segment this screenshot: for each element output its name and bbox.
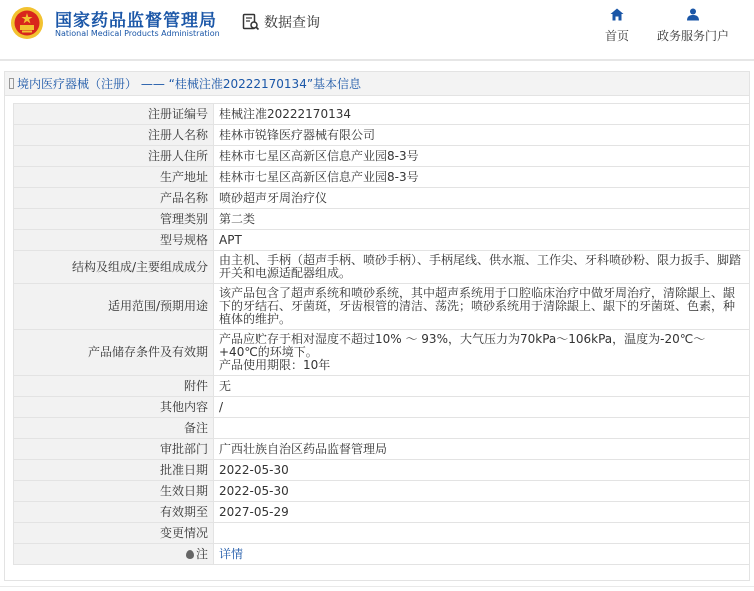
note-value-cell [214,544,750,565]
table-row [14,481,750,502]
field-value: 桂械注准20222170134 [214,104,750,125]
search-doc-icon [242,13,260,31]
table-row [14,330,750,376]
note-label: 注 [195,546,208,561]
field-label: 审批部门 [14,439,214,460]
field-label: 型号规格 [14,230,214,251]
table-row [14,188,750,209]
field-label: 生效日期 [14,481,214,502]
nav-portal[interactable] [648,8,738,44]
home-icon [610,8,624,21]
table-row [14,502,750,523]
user-icon [686,8,700,21]
bulb-icon [186,550,194,559]
field-label: 适用范围/预期用途 [14,284,214,330]
panel-marker-icon [9,78,14,89]
field-label: 注册人名称 [14,125,214,146]
header-divider [0,59,754,61]
field-value: 2027-05-29 [214,502,750,523]
field-label: 批准日期 [14,460,214,481]
field-value: 广西壮族自治区药品监督管理局 [214,439,750,460]
table-row [14,146,750,167]
field-value: 由主机、手柄（超声手柄、喷砂手柄）、手柄尾线、供水瓶、工作尖、牙科喷砂粉、限力扳手、脚踏开关和电源适配器组成。 [214,251,750,284]
nav-portal-label: 政务服务门户 [656,29,729,43]
field-value: 第二类 [214,209,750,230]
data-query-button[interactable] [242,12,320,32]
breadcrumb [5,72,749,96]
data-query-label: 数据查询 [264,15,320,31]
field-label: 备注 [14,418,214,439]
site-title-en: National Medical Products Administration [55,29,220,38]
field-value: 2022-05-30 [214,460,750,481]
table-row [14,397,750,418]
field-value [214,418,750,439]
field-value: 桂林市锐锋医疗器械有限公司 [214,125,750,146]
field-value: 喷砂超声牙周治疗仪 [214,188,750,209]
field-value: 2022-05-30 [214,481,750,502]
table-row [14,167,750,188]
detail-link[interactable]: 详情 [219,546,244,561]
detail-table [13,103,750,565]
table-row [14,125,750,146]
site-header [0,0,754,52]
field-value: 桂林市七星区高新区信息产业园8-3号 [214,146,750,167]
site-title[interactable]: 国家药品监督管理局 [55,11,217,31]
field-label: 产品名称 [14,188,214,209]
field-value [214,523,750,544]
field-label: 生产地址 [14,167,214,188]
field-label: 其他内容 [14,397,214,418]
breadcrumb-text: 境内医疗器械（注册） —— “桂械注准20222170134”基本信息 [17,77,362,91]
table-row [14,104,750,125]
table-row [14,230,750,251]
table-row [14,209,750,230]
field-value: 无 [214,376,750,397]
table-row [14,460,750,481]
field-value: 该产品包含了超声系统和喷砂系统，其中超声系统用于口腔临床治疗中做牙周治疗，清除龈上、龈下的牙结石、牙菌斑，牙齿根管的清洁、荡洗；喷砂系统用于清除龈上、龈下的牙菌斑、色素，种植体的维护。 [214,284,750,330]
nav-home-label: 首页 [604,29,629,43]
bottom-divider [0,586,754,587]
field-value: 桂林市七星区高新区信息产业园8-3号 [214,167,750,188]
field-label: 管理类别 [14,209,214,230]
table-row-note [14,544,750,565]
table-row [14,376,750,397]
field-value: / [214,397,750,418]
field-label: 变更情况 [14,523,214,544]
field-label: 附件 [14,376,214,397]
field-label: 注册证编号 [14,104,214,125]
table-row [14,439,750,460]
field-label: 结构及组成/主要组成成分 [14,251,214,284]
field-label: 有效期至 [14,502,214,523]
table-row [14,418,750,439]
table-row [14,523,750,544]
field-value: 产品应贮存于相对湿度不超过10% ～ 93%，大气压力为70kPa～106kPa，温度为-20℃～+40℃的环境下。 产品使用期限：10年 [214,330,750,376]
field-value: APT [214,230,750,251]
note-label-cell [14,544,214,565]
field-label: 产品储存条件及有效期 [14,330,214,376]
national-emblem-icon[interactable] [10,6,44,40]
field-label: 注册人住所 [14,146,214,167]
table-row [14,284,750,330]
table-row [14,251,750,284]
